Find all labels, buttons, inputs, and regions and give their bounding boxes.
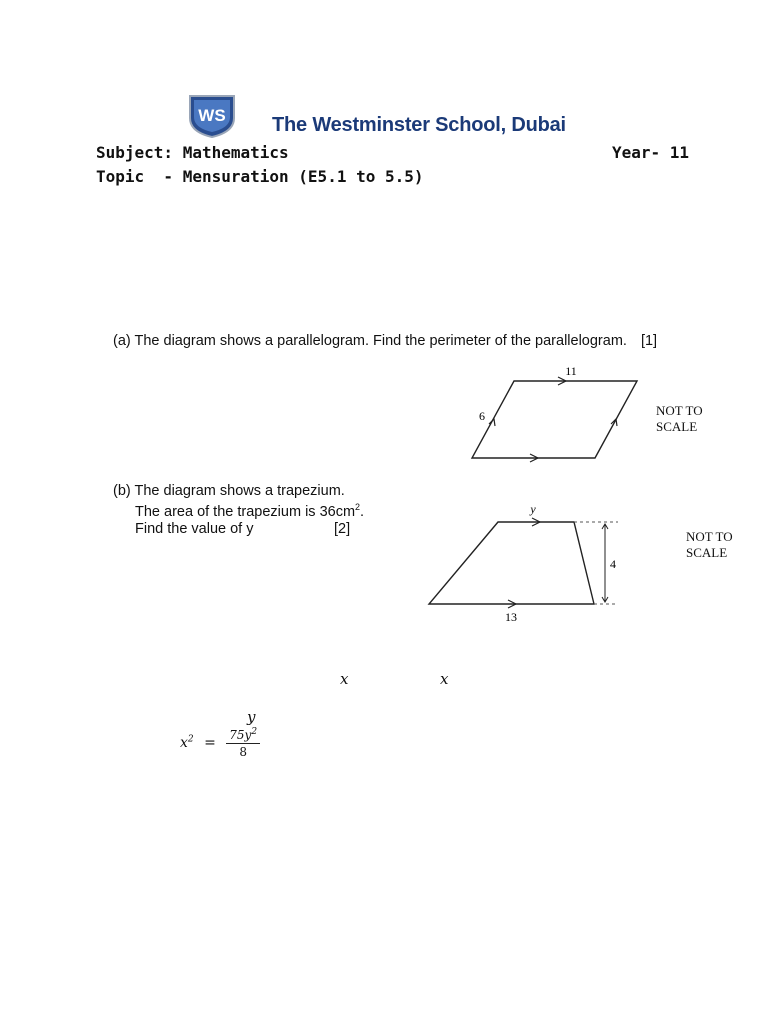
- equation-lhs-sup: 2: [187, 734, 194, 745]
- equation-fraction: [226, 727, 260, 759]
- parallelogram-label-side: 6: [479, 409, 485, 423]
- note-b-line2: SCALE: [686, 545, 728, 560]
- equation-numerator: [226, 727, 260, 744]
- math-y-label: y: [247, 708, 256, 726]
- equation-lhs: x: [180, 735, 188, 751]
- note-b-line1: NOT TO: [686, 529, 733, 544]
- question-b-area-suffix: .: [360, 503, 365, 520]
- question-b-area-sup: 2: [355, 502, 361, 512]
- trapezium-label-height: 4: [610, 557, 616, 571]
- math-x-right: x: [440, 670, 449, 688]
- equation-equals: =: [204, 735, 216, 751]
- trapezium-diagram: [420, 500, 630, 630]
- question-b-line3: Find the value of y: [135, 521, 254, 537]
- logo-text: WS: [198, 106, 226, 125]
- note-a-line2: SCALE: [656, 419, 698, 434]
- year-label: Year- 11: [612, 143, 690, 162]
- question-b-line1: (b) The diagram shows a trapezium.: [113, 483, 345, 499]
- numerator-text: 75y: [229, 728, 252, 742]
- math-x-left: x: [340, 670, 349, 688]
- trapezium-label-top: y: [530, 502, 536, 516]
- question-b-line2: [135, 502, 364, 520]
- parallelogram-diagram: [460, 362, 660, 466]
- school-logo: [188, 94, 236, 138]
- parallelogram-label-top: 11: [565, 364, 577, 378]
- subject-label: Subject: Mathematics: [96, 143, 289, 162]
- topic-label: Topic - Mensuration (E5.1 to 5.5): [96, 167, 424, 186]
- question-a-marks: [1]: [640, 333, 658, 349]
- school-name: The Westminster School, Dubai: [272, 114, 566, 136]
- equation-denominator: 8: [239, 745, 247, 759]
- note-a-line1: NOT TO: [656, 403, 703, 418]
- not-to-scale-note-b: [686, 529, 733, 561]
- question-a-text: [113, 333, 657, 349]
- question-b-area-text: The area of the trapezium is 36cm: [135, 503, 356, 520]
- equation: [180, 727, 260, 759]
- question-b-marks: [2]: [334, 521, 351, 537]
- not-to-scale-note-a: [656, 403, 703, 435]
- question-a-prompt: (a) The diagram shows a parallelogram. Find the perimeter of the parallelogram.: [113, 333, 627, 349]
- trapezium-label-bottom: 13: [505, 610, 517, 624]
- numerator-sup: 2: [251, 727, 258, 737]
